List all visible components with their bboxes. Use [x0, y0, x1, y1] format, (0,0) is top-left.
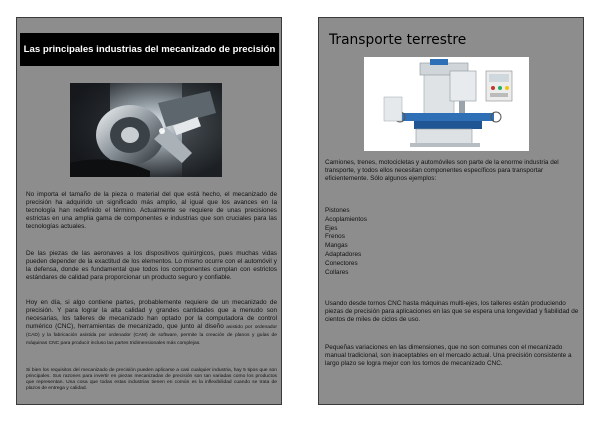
- right-intro-paragraph: Camiones, trenes, motocicletas y automóviles son parte de la enorme industria del transporte, y todos ellos necesitan componentes específicos para transportar eficientemente. Sólo algunos ejemplos:: [325, 159, 559, 183]
- right-page: [318, 17, 584, 405]
- left-paragraph-3: [26, 299, 277, 348]
- left-paragraph-3-small: asistido por ordenador (CAD) y la fabricación asistida por ordenador (CAM) de software, permite la creación de planos y guías de máquinas CNC para producir incluso las partes tridimensionales más complejas.: [26, 325, 277, 347]
- list-item: Acoplamientos: [325, 215, 367, 223]
- left-paragraph-3-main: Hoy en día, si algo contiene partes, probablemente requiere de un mecanizado de precisión. Y para lograr la alta calidad y grandes cantidades que a menudo son necesarias, los talleres de mecanizado han optado por la computadora de control numérico (CNC), herramientas de mecanizado, que junto al diseño: [26, 299, 277, 331]
- left-paragraph-4: Si bien los requisitos del mecanizado de precisión pueden aplicarse a casi cualquier industria, hay 5 tipos que son principales. Sus razones para invertir en piezas mecanizadas de precisión son tan variadas como los productos que representan. Una cosa que todas estas industrias tienen en común es la inflexibilidad cuando se trata de plazos de entrega y calidad.: [26, 368, 277, 391]
- list-item: Collares: [325, 268, 349, 276]
- right-variations-paragraph: Pequeñas variaciones en las dimensiones, que no son comunes con el mecanizado manual tradicional, son inaceptables en el mercado actual. Una precisión consistente a largo plazo se logra mejor con los tornos de mecanizado CNC.: [325, 344, 572, 368]
- left-paragraph-2: De las piezas de las aeronaves a los dispositivos quirúrgicos, pues muchas vidas pueden depender de la exactitud de los elementos. Lo mismo ocurre con el automóvil y la defensa, donde es fundamental que todos los componentes cumplan con estrictos estándares de calidad para proporcionar un producto seguro y confiable.: [26, 250, 277, 282]
- list-item: Pistones: [325, 207, 350, 214]
- list-item: Adaptadores: [325, 250, 362, 258]
- list-item: Ejes: [325, 224, 338, 232]
- list-item: Conectores: [325, 259, 358, 267]
- right-cnc-paragraph: Usando desde tornos CNC hasta máquinas multi-ejes, los talleres están produciendo piezas de precisión para aplicaciones en las que se espera una longevidad y fiabilidad de cientos de miles de ciclos de uso.: [325, 300, 579, 324]
- right-page-title: Transporte terrestre: [329, 32, 467, 48]
- cnc-machining-photo: [70, 83, 222, 177]
- left-paragraph-1: No importa el tamaño de la pieza o material del que está hecho, el mecanizado de precisión ha adquirido un significado más amplio, al igual que los avances en la tecnología han redefinido el término. Actualmente se requiere de unas precisiones estrictas en una amplia gama de componentes e industrias que son cruciales para las tecnologías actuales.: [26, 191, 277, 231]
- left-page-title: Las principales industrias del mecanizado de precisión: [20, 33, 279, 66]
- list-item: Mangas: [325, 242, 348, 250]
- milling-machine-photo: [364, 57, 529, 151]
- list-item: Frenos: [325, 233, 345, 241]
- component-list: [325, 207, 367, 277]
- left-page: [16, 17, 282, 405]
